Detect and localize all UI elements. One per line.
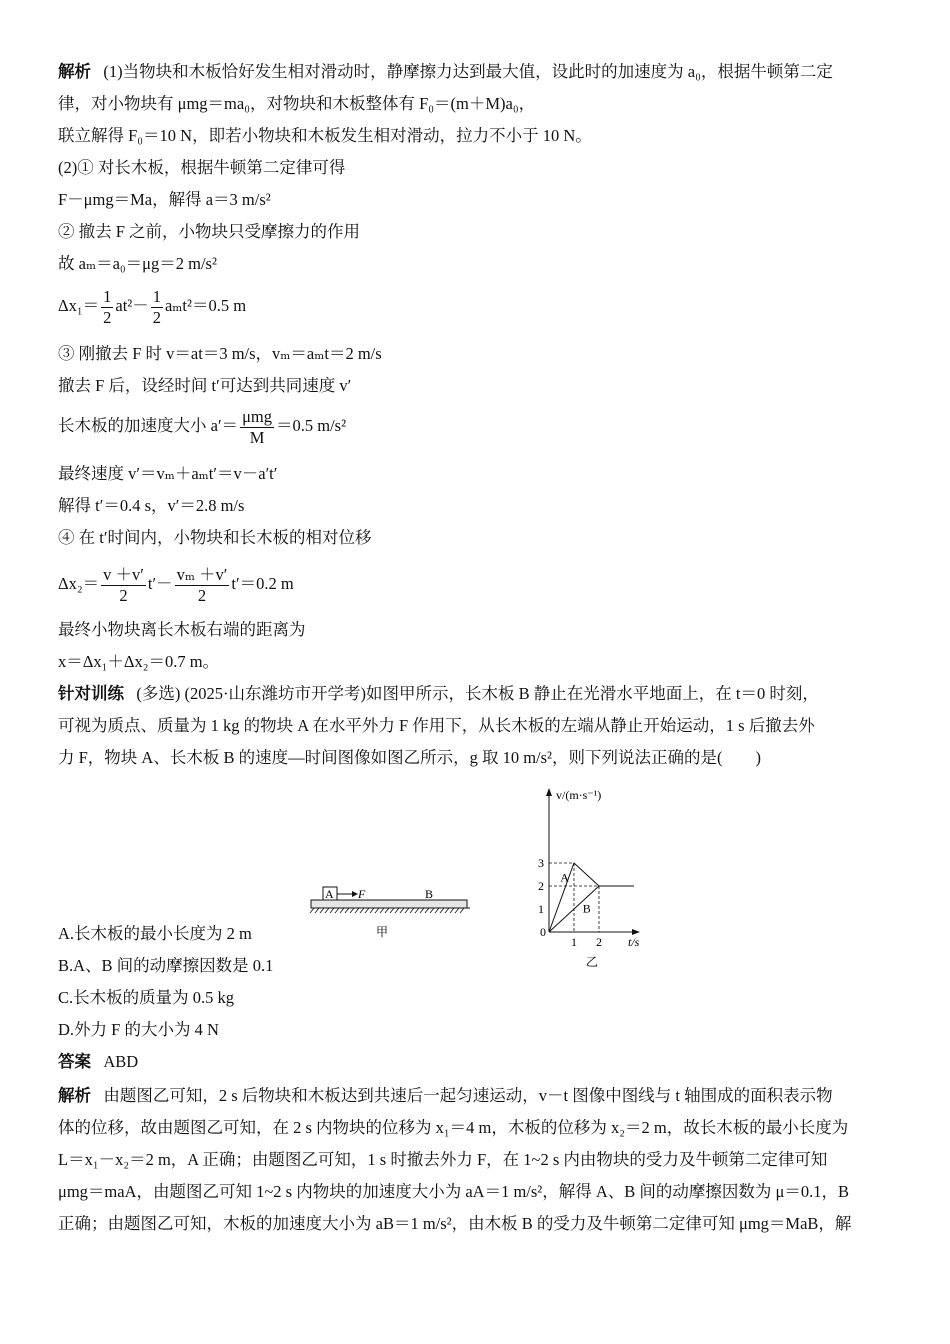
series-b-line — [549, 886, 634, 932]
exercise-line: 力 F，物块 A、长木板 B 的速度—时间图像如图乙所示，g 取 10 m/s²，则下列说法正确的是( ) — [58, 748, 761, 767]
option-b: B.A、B 间的动摩擦因数是 0.1 — [58, 956, 274, 975]
x-tick-label: 2 — [596, 935, 602, 949]
equation-dx1: Δx₁＝ $\frac{1}{2}$ at²－ $\frac{1}{2}$ aₘt²＝0.5 m — [58, 286, 247, 327]
hatch-mark — [380, 908, 384, 913]
option-c: C.长木板的质量为 0.5 kg — [58, 988, 235, 1007]
fraction: $\frac{\text{vₘ ＋v′}}{2}$ — [176, 564, 228, 605]
force-label: F — [358, 887, 366, 901]
figure-svg — [58, 784, 892, 974]
board-b-label: B — [425, 887, 434, 901]
hatch-mark — [365, 908, 369, 913]
solution-label: 解析 — [58, 1086, 91, 1105]
hatch-mark — [360, 908, 364, 913]
hatch-mark — [415, 908, 419, 913]
hatch-mark — [445, 908, 449, 913]
hatch-mark — [370, 908, 374, 913]
answer-line — [58, 1051, 138, 1073]
fraction: $\frac{\text{μmg}}{M}$ — [242, 406, 272, 447]
ground-hatch — [310, 908, 464, 913]
solution-line: 体的位移，故由题图乙可知，在 2 s 内物块的位移为 x₁＝4 m，木板的位移为 x₂＝2 m，故长木板的最小长度为 — [58, 1118, 849, 1137]
solution-line: 解得 t′＝0.4 s，v′＝2.8 m/s — [58, 496, 245, 515]
y-tick-label: 2 — [538, 879, 544, 893]
fraction: $\frac{1}{2}$ — [152, 286, 161, 327]
hatch-mark — [405, 908, 409, 913]
solution-line: L＝x₁－x₂＝2 m，A 正确；由题图乙可知，1 s 时撤去外力 F，在 1~2 s 内由物块的受力及牛顿第二定律可知 — [58, 1150, 828, 1169]
equation-a-prime: 长木板的加速度大小 a′＝ $\frac{\text{μmg}}{M}$ ＝0.5 m/s² — [58, 406, 347, 447]
series-a-label: A — [560, 870, 569, 885]
solution-line: 最终速度 v′＝vₘ＋aₘt′＝v－a′t′ — [58, 464, 278, 483]
answer-value: ABD — [103, 1052, 139, 1071]
hatch-mark — [410, 908, 414, 913]
block-a-label: A — [325, 887, 334, 901]
hatch-mark — [395, 908, 399, 913]
solution-line: 故 aₘ＝a₀＝μg＝2 m/s² — [58, 254, 217, 273]
hatch-mark — [425, 908, 429, 913]
x-tick-label: 1 — [571, 935, 577, 949]
solution-line: (2)① 对长木板，根据牛顿第二定律可得 — [58, 158, 346, 177]
y-axis-label: v/(m·s⁻¹) — [556, 788, 602, 802]
solution-line: ② 撤去 F 之前，小物块只受摩擦力的作用 — [58, 222, 361, 241]
board-b — [311, 900, 467, 908]
hatch-mark — [430, 908, 434, 913]
hatch-mark — [400, 908, 404, 913]
answer-label: 答案 — [58, 1052, 91, 1071]
dashed-guides — [549, 863, 599, 932]
hatch-mark — [340, 908, 344, 913]
hatch-mark — [455, 908, 459, 913]
hatch-mark — [315, 908, 319, 913]
solution-line: 联立解得 F₀＝10 N，即若小物块和木板发生相对滑动，拉力不小于 10 N。 — [58, 126, 592, 145]
caption-jia: 甲 — [376, 925, 389, 939]
solution-line: ③ 刚撤去 F 时 v＝at＝3 m/s，vₘ＝aₘt＝2 m/s — [58, 344, 382, 363]
option-d: D.外力 F 的大小为 4 N — [58, 1020, 219, 1039]
hatch-mark — [440, 908, 444, 913]
solution-line: 正确；由题图乙可知，木板的加速度大小为 aB＝1 m/s²，由木板 B 的受力及牛顿第二定律可知 μmg＝MaB，解 — [58, 1214, 852, 1233]
caption-yi: 乙 — [586, 955, 599, 969]
solution-line: ④ 在 t′时间内，小物块和长木板的相对位移 — [58, 528, 372, 547]
figure-area — [58, 784, 892, 974]
hatch-mark — [335, 908, 339, 913]
hatch-mark — [355, 908, 359, 913]
solution-line: 撤去 F 后，设经时间 t′可达到共同速度 v′ — [58, 376, 352, 395]
equation-dx2: Δx₂＝ $\frac{v +v'}{2}$ t′－ $\frac{\text{vₘ ＋v′}}{2}$ t′＝0.2 m — [58, 564, 294, 605]
hatch-mark — [310, 908, 314, 913]
hatch-mark — [460, 908, 464, 913]
figure-jia — [310, 887, 470, 939]
fraction: $\frac{v +v'}{2}$ — [103, 564, 144, 605]
hatch-mark — [330, 908, 334, 913]
y-axis-arrow — [546, 788, 552, 796]
solution-label: 解析 — [58, 62, 91, 81]
exercise-line: 可视为质点、质量为 1 kg 的物块 A 在水平外力 F 作用下，从长木板的左端从静止开始运动，1 s 后撤去外 — [58, 716, 815, 735]
hatch-mark — [325, 908, 329, 913]
y-tick-label: 3 — [538, 856, 544, 870]
exercise-label: 针对训练 — [58, 684, 124, 703]
hatch-mark — [435, 908, 439, 913]
solution-line: 律，对小物块有 μmg＝ma₀，对物块和木板整体有 F₀＝(m＋M)a₀， — [58, 94, 536, 113]
hatch-mark — [420, 908, 424, 913]
option-a: A.长木板的最小长度为 2 m — [58, 924, 252, 943]
hatch-mark — [390, 908, 394, 913]
fraction: $\frac{1}{2}$ — [103, 286, 112, 327]
hatch-mark — [385, 908, 389, 913]
exercise-line: 针对训练 (多选) (2025·山东潍坊市开学考)如图甲所示，长木板 B 静止在光滑水平地面上，在 t＝0 时刻， — [58, 684, 819, 703]
figure-yi — [538, 788, 640, 969]
solution-line: F－μmg＝Ma，解得 a＝3 m/s² — [58, 190, 271, 209]
origin-label: 0 — [540, 925, 546, 939]
solution-line: 解析 (1)当物块和木板恰好发生相对滑动时，静摩擦力达到最大值，设此时的加速度为 a₀，根据牛顿第二定 — [58, 62, 833, 81]
hatch-mark — [345, 908, 349, 913]
solution-line: 最终小物块离长木板右端的距离为 — [58, 620, 306, 639]
series-b-label: B — [582, 901, 591, 916]
solution-line: μmg＝maA，由题图乙可知 1~2 s 内物块的加速度大小为 aA＝1 m/s²，解得 A、B 间的动摩擦因数为 μ＝0.1，B — [58, 1182, 850, 1201]
solution-line: x＝Δx₁＋Δx₂＝0.7 m。 — [58, 652, 220, 671]
hatch-mark — [350, 908, 354, 913]
hatch-mark — [320, 908, 324, 913]
hatch-mark — [450, 908, 454, 913]
solution-line: 解析 由题图乙可知，2 s 后物块和木板达到共速后一起匀速运动，v－t 图像中图线与 t 轴围成的面积表示物 — [58, 1086, 833, 1105]
x-axis-label: t/s — [628, 935, 640, 949]
y-tick-label: 1 — [538, 902, 544, 916]
hatch-mark — [375, 908, 379, 913]
